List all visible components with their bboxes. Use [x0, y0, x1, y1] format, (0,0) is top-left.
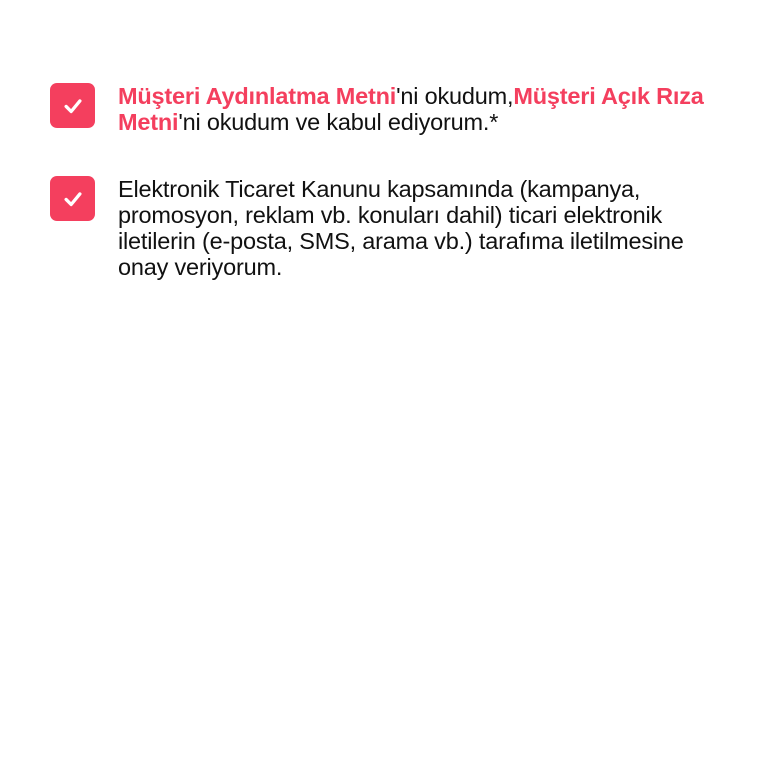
consent-kvkk [50, 83, 708, 135]
aydinlatma-metni-link[interactable]: Müşteri Aydınlatma Metni [118, 83, 397, 109]
consent-etk [50, 176, 708, 280]
kvkk-checkbox[interactable] [50, 83, 95, 128]
acik-riza-metni-link[interactable]: Müşteri Açık Rıza Metni [118, 83, 704, 135]
etk-checkbox[interactable] [50, 176, 95, 221]
check-icon [62, 95, 84, 117]
check-icon [62, 188, 84, 210]
etk-consent-text: Elektronik Ticaret Kanunu kapsamında (kampanya, promosyon, reklam vb. konuları dahil) ticari elektronik iletilerin (e-posta, SMS, arama vb.) tarafıma iletilmesine onay veriyorum. [118, 176, 684, 280]
kvkk-consent-text [118, 83, 708, 135]
consent-text-part: 'ni okudum, [396, 83, 514, 109]
consent-text-part: 'ni okudum ve kabul ediyorum.* [178, 109, 499, 135]
